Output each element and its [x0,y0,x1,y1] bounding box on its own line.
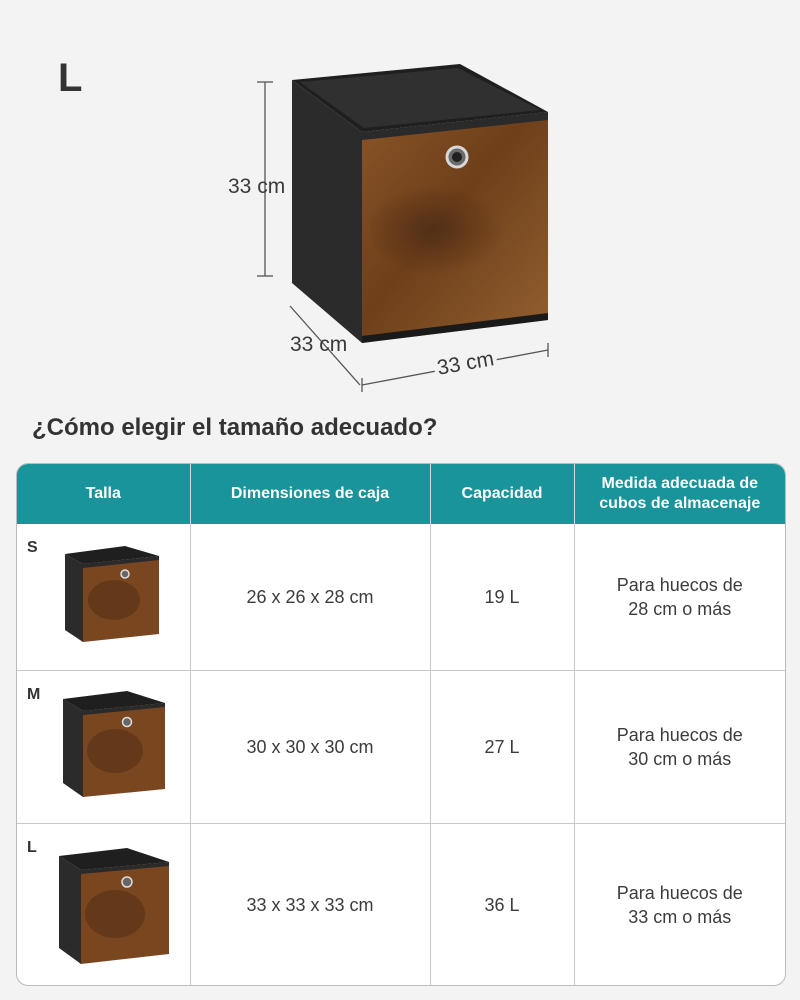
size-table [16,463,786,986]
table-header-row [17,464,785,524]
fit-text: Para huecos de 28 cm o más [616,574,743,619]
table-row [17,670,785,823]
header-capacidad: Capacidad [430,464,574,524]
storage-box-thumbnail [53,842,175,972]
size-label: M [27,685,41,703]
header-dimensiones: Dimensiones de caja [190,464,430,524]
capacity-cell: 36 L [430,824,574,985]
table-row [17,824,785,985]
capacity-cell: 27 L [430,670,574,823]
fit-cell [574,824,785,985]
width-dimension-label: 33 cm [432,347,498,382]
storage-box-illustration [0,40,800,400]
storage-box-thumbnail [59,540,169,650]
table-row [17,524,785,670]
size-label: S [27,539,38,556]
dimensions-cell: 30 x 30 x 30 cm [190,670,430,823]
height-dimension-label: 33 cm [228,175,286,198]
dimensions-cell: 33 x 33 x 33 cm [190,824,430,985]
talla-cell [17,524,190,670]
header-medida: Medida adecuada de cubos de almacenaje [599,475,761,512]
storage-box-thumbnail [57,685,172,805]
talla-cell [17,670,190,823]
fit-cell [574,670,785,823]
size-label: L [27,839,37,857]
fit-text: Para huecos de 30 cm o más [616,724,743,769]
fit-cell [574,524,785,670]
talla-cell [17,824,190,985]
header-talla: Talla [17,464,190,524]
capacity-cell: 19 L [430,524,574,670]
size-question-heading: ¿Cómo elegir el tamaño adecuado? [32,414,438,441]
dimensions-cell: 26 x 26 x 28 cm [190,524,430,670]
fit-text: Para huecos de 33 cm o más [616,882,743,927]
depth-dimension-label: 33 cm [290,333,348,356]
size-letter: L [58,56,83,100]
